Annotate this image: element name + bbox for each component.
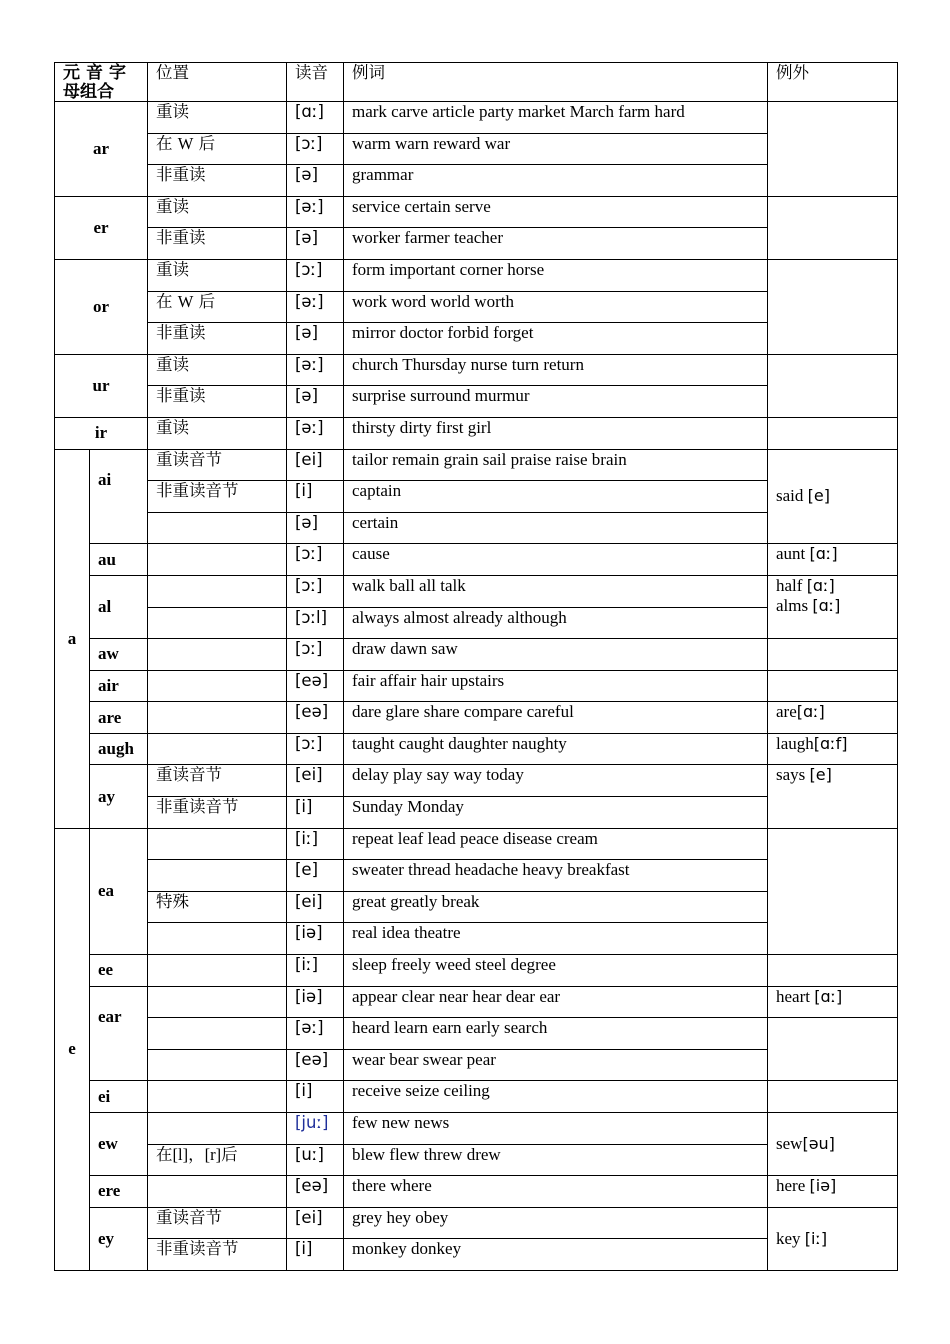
combo-label: ea [90, 828, 148, 954]
examples-cell: service certain serve [344, 196, 768, 228]
table-row [55, 196, 898, 228]
position-cell: 非重读音节 [148, 1239, 287, 1271]
examples-cell: dare glare share compare careful [344, 702, 768, 734]
table-row [55, 354, 898, 386]
examples-cell: delay play say way today [344, 765, 768, 797]
ipa-cell: [ə] [287, 165, 344, 197]
ipa-cell: [ɔː] [287, 575, 344, 607]
table-row [55, 828, 898, 860]
position-text: 在 [156, 291, 173, 311]
position-cell: 非重读 [148, 228, 287, 260]
position-letter: [l]，[r] [172, 1144, 222, 1164]
combo-label: ey [90, 1207, 148, 1270]
position-letter: W [177, 291, 194, 311]
position-cell [148, 544, 287, 576]
position-cell [148, 828, 287, 860]
position-text: 在 [156, 133, 173, 153]
examples-cell: blew flew threw drew [344, 1144, 768, 1176]
combo-label: ei [90, 1081, 148, 1113]
combo-label: augh [90, 733, 148, 765]
position-cell [148, 1113, 287, 1145]
ipa-cell: [ɔː] [287, 259, 344, 291]
examples-cell: grey hey obey [344, 1207, 768, 1239]
examples-cell: taught caught daughter naughty [344, 733, 768, 765]
combo-label: au [90, 544, 148, 576]
position-cell: 非重读音节 [148, 481, 287, 513]
ipa-cell: [iː] [287, 828, 344, 860]
examples-cell: certain [344, 512, 768, 544]
combo-label: ay [90, 765, 148, 828]
exception-cell [768, 417, 898, 449]
exception-cell [768, 670, 898, 702]
exception-ipa: [ɑː] [812, 595, 841, 615]
exception-word: heart [776, 986, 815, 1006]
header-combination [55, 63, 148, 102]
header-examples: 例词 [344, 63, 768, 102]
combo-label: ew [90, 1113, 148, 1176]
examples-cell: grammar [344, 165, 768, 197]
position-cell [148, 639, 287, 671]
header-exceptions: 例外 [768, 63, 898, 102]
ipa-cell: [ə] [287, 323, 344, 355]
exception-word: key [776, 1228, 805, 1248]
exception-cell [768, 1081, 898, 1113]
ipa-cell: [ei] [287, 1207, 344, 1239]
position-cell: 重读 [148, 259, 287, 291]
exception-cell [768, 1176, 898, 1208]
position-cell [148, 1049, 287, 1081]
examples-cell: great greatly break [344, 891, 768, 923]
combo-label: ear [90, 986, 148, 1081]
exception-ipa: [ɑː] [814, 986, 843, 1006]
exception-word: aunt [776, 544, 810, 564]
table-row [55, 102, 898, 134]
examples-cell: captain [344, 481, 768, 513]
header-sound: 读音 [287, 63, 344, 102]
ipa-cell: [eə] [287, 1176, 344, 1208]
vowel-combination-table [54, 62, 898, 1271]
ipa-cell: [ə] [287, 228, 344, 260]
table-row [55, 1113, 898, 1145]
position-cell [148, 291, 287, 323]
table-row [55, 544, 898, 576]
combo-label: ai [90, 449, 148, 544]
ipa-cell: [eə] [287, 1049, 344, 1081]
examples-cell: mirror doctor forbid forget [344, 323, 768, 355]
exception-ipa: [e] [807, 486, 830, 506]
table-row [55, 670, 898, 702]
position-cell: 重读音节 [148, 1207, 287, 1239]
position-cell [148, 923, 287, 955]
examples-cell: appear clear near hear dear ear [344, 986, 768, 1018]
ipa-cell: [əː] [287, 354, 344, 386]
examples-cell: sleep freely weed steel degree [344, 955, 768, 987]
ipa-cell: [iə] [287, 986, 344, 1018]
table-row [55, 702, 898, 734]
exception-word: sew [776, 1134, 803, 1154]
ipa-cell: [juː] [287, 1113, 344, 1145]
exception-cell [768, 575, 898, 638]
examples-cell: there where [344, 1176, 768, 1208]
exception-cell [768, 544, 898, 576]
position-cell: 重读音节 [148, 765, 287, 797]
exception-ipa: [ɑːf] [813, 733, 848, 753]
exception-cell [768, 102, 898, 197]
ipa-cell: [iə] [287, 923, 344, 955]
exception-ipa: [iə] [809, 1176, 837, 1196]
ipa-cell: [əː] [287, 417, 344, 449]
combo-label: ere [90, 1176, 148, 1208]
position-cell: 重读音节 [148, 449, 287, 481]
position-cell [148, 1176, 287, 1208]
combo-label: ar [55, 102, 148, 197]
exception-cell [768, 986, 898, 1018]
table-row [55, 955, 898, 987]
examples-cell: monkey donkey [344, 1239, 768, 1271]
position-cell [148, 1144, 287, 1176]
combo-label: ee [90, 955, 148, 987]
examples-cell: wear bear swear pear [344, 1049, 768, 1081]
combo-label: or [55, 259, 148, 354]
ipa-cell: [i] [287, 797, 344, 829]
examples-cell: work word world worth [344, 291, 768, 323]
group-label-a: a [55, 449, 90, 828]
exception-cell [768, 1207, 898, 1270]
table-row [55, 575, 898, 607]
ipa-cell: [ɑː] [287, 102, 344, 134]
examples-cell: walk ball all talk [344, 575, 768, 607]
examples-cell: tailor remain grain sail praise raise brain [344, 449, 768, 481]
examples-cell: draw dawn saw [344, 639, 768, 671]
position-cell [148, 955, 287, 987]
position-letter: W [177, 133, 194, 153]
ipa-cell: [e] [287, 860, 344, 892]
exception-cell [768, 449, 898, 544]
combo-label: al [90, 575, 148, 638]
ipa-cell: [ɔː] [287, 544, 344, 576]
ipa-cell: [ei] [287, 891, 344, 923]
exception-ipa: [ɑː] [809, 544, 838, 564]
exception-cell [768, 828, 898, 954]
ipa-cell: [ei] [287, 765, 344, 797]
exception-cell [768, 354, 898, 417]
position-cell [148, 860, 287, 892]
table-row [55, 986, 898, 1018]
exception-cell [768, 196, 898, 259]
position-cell: 非重读 [148, 386, 287, 418]
examples-cell: real idea theatre [344, 923, 768, 955]
position-cell [148, 733, 287, 765]
examples-cell: receive seize ceiling [344, 1081, 768, 1113]
position-cell: 非重读音节 [148, 797, 287, 829]
combo-label: are [90, 702, 148, 734]
exception-cell [768, 955, 898, 987]
combo-label: ur [55, 354, 148, 417]
table-row [55, 1081, 898, 1113]
examples-cell: Sunday Monday [344, 797, 768, 829]
exception-word: said [776, 486, 808, 506]
table-header-row [55, 63, 898, 102]
exception-word: alms [776, 595, 813, 615]
ipa-cell: [əː] [287, 291, 344, 323]
combo-label: er [55, 196, 148, 259]
position-cell [148, 986, 287, 1018]
exception-ipa: [iː] [804, 1228, 828, 1248]
table-row [55, 449, 898, 481]
ipa-cell: [iː] [287, 955, 344, 987]
position-text: 后 [198, 133, 216, 153]
examples-cell: worker farmer teacher [344, 228, 768, 260]
position-text: 在 [156, 1144, 173, 1164]
table-row [55, 733, 898, 765]
examples-cell: warm warn reward war [344, 133, 768, 165]
exception-word: are [776, 702, 797, 722]
ipa-cell: [eə] [287, 702, 344, 734]
ipa-cell: [i] [287, 481, 344, 513]
ipa-cell: [ɔː] [287, 133, 344, 165]
exception-ipa: [əu] [802, 1134, 835, 1154]
position-cell: 非重读 [148, 165, 287, 197]
exception-cell [768, 702, 898, 734]
group-label-e: e [55, 828, 90, 1270]
ipa-cell: [ɔː] [287, 639, 344, 671]
exception-cell [768, 1113, 898, 1176]
exception-ipa: [ɑː] [796, 702, 825, 722]
ipa-cell: [eə] [287, 670, 344, 702]
exception-word: laugh [776, 733, 814, 753]
table-row [55, 1018, 898, 1050]
position-cell [148, 512, 287, 544]
exception-cell [768, 259, 898, 354]
ipa-cell: [uː] [287, 1144, 344, 1176]
exception-cell [768, 1018, 898, 1081]
ipa-cell: [ɔː] [287, 733, 344, 765]
table-row [55, 639, 898, 671]
exception-cell [768, 733, 898, 765]
position-cell [148, 670, 287, 702]
table-row [55, 1176, 898, 1208]
header-combo-line2: 母组合 [63, 82, 114, 101]
position-cell: 特殊 [148, 891, 287, 923]
examples-cell: always almost already although [344, 607, 768, 639]
examples-cell: few new news [344, 1113, 768, 1145]
examples-cell: cause [344, 544, 768, 576]
position-cell [148, 1081, 287, 1113]
table-row [55, 765, 898, 797]
position-cell: 重读 [148, 102, 287, 134]
position-text: 后 [198, 291, 216, 311]
exception-ipa: [ɑː] [806, 575, 835, 595]
examples-cell: sweater thread headache heavy breakfast [344, 860, 768, 892]
examples-cell: heard learn earn early search [344, 1018, 768, 1050]
examples-cell: surprise surround murmur [344, 386, 768, 418]
table-row [55, 417, 898, 449]
exception-cell [768, 639, 898, 671]
examples-cell: thirsty dirty first girl [344, 417, 768, 449]
position-cell: 非重读 [148, 323, 287, 355]
examples-cell: form important corner horse [344, 259, 768, 291]
combo-label: ir [55, 417, 148, 449]
position-cell: 重读 [148, 354, 287, 386]
position-cell: 重读 [148, 417, 287, 449]
table-row [55, 259, 898, 291]
ipa-cell: [əː] [287, 1018, 344, 1050]
table-row [55, 1207, 898, 1239]
exception-cell [768, 765, 898, 828]
position-text: 后 [221, 1144, 238, 1164]
ipa-cell: [ei] [287, 449, 344, 481]
position-cell [148, 702, 287, 734]
ipa-cell: [ɔːl] [287, 607, 344, 639]
exception-word: half [776, 575, 807, 595]
examples-cell: repeat leaf lead peace disease cream [344, 828, 768, 860]
position-cell: 重读 [148, 196, 287, 228]
ipa-cell: [i] [287, 1081, 344, 1113]
ipa-cell: [ə] [287, 386, 344, 418]
exception-word: says [776, 765, 810, 785]
header-combo-line1: 元音字 [63, 63, 132, 82]
exception-ipa: [e] [809, 765, 832, 785]
position-cell [148, 607, 287, 639]
examples-cell: fair affair hair upstairs [344, 670, 768, 702]
exception-word: here [776, 1176, 810, 1196]
position-cell [148, 575, 287, 607]
ipa-cell: [ə] [287, 512, 344, 544]
examples-cell: church Thursday nurse turn return [344, 354, 768, 386]
examples-cell: mark carve article party market March farm hard [344, 102, 768, 134]
combo-label: aw [90, 639, 148, 671]
position-cell [148, 133, 287, 165]
combo-label: air [90, 670, 148, 702]
header-position: 位置 [148, 63, 287, 102]
position-cell [148, 1018, 287, 1050]
ipa-cell: [əː] [287, 196, 344, 228]
ipa-cell: [i] [287, 1239, 344, 1271]
